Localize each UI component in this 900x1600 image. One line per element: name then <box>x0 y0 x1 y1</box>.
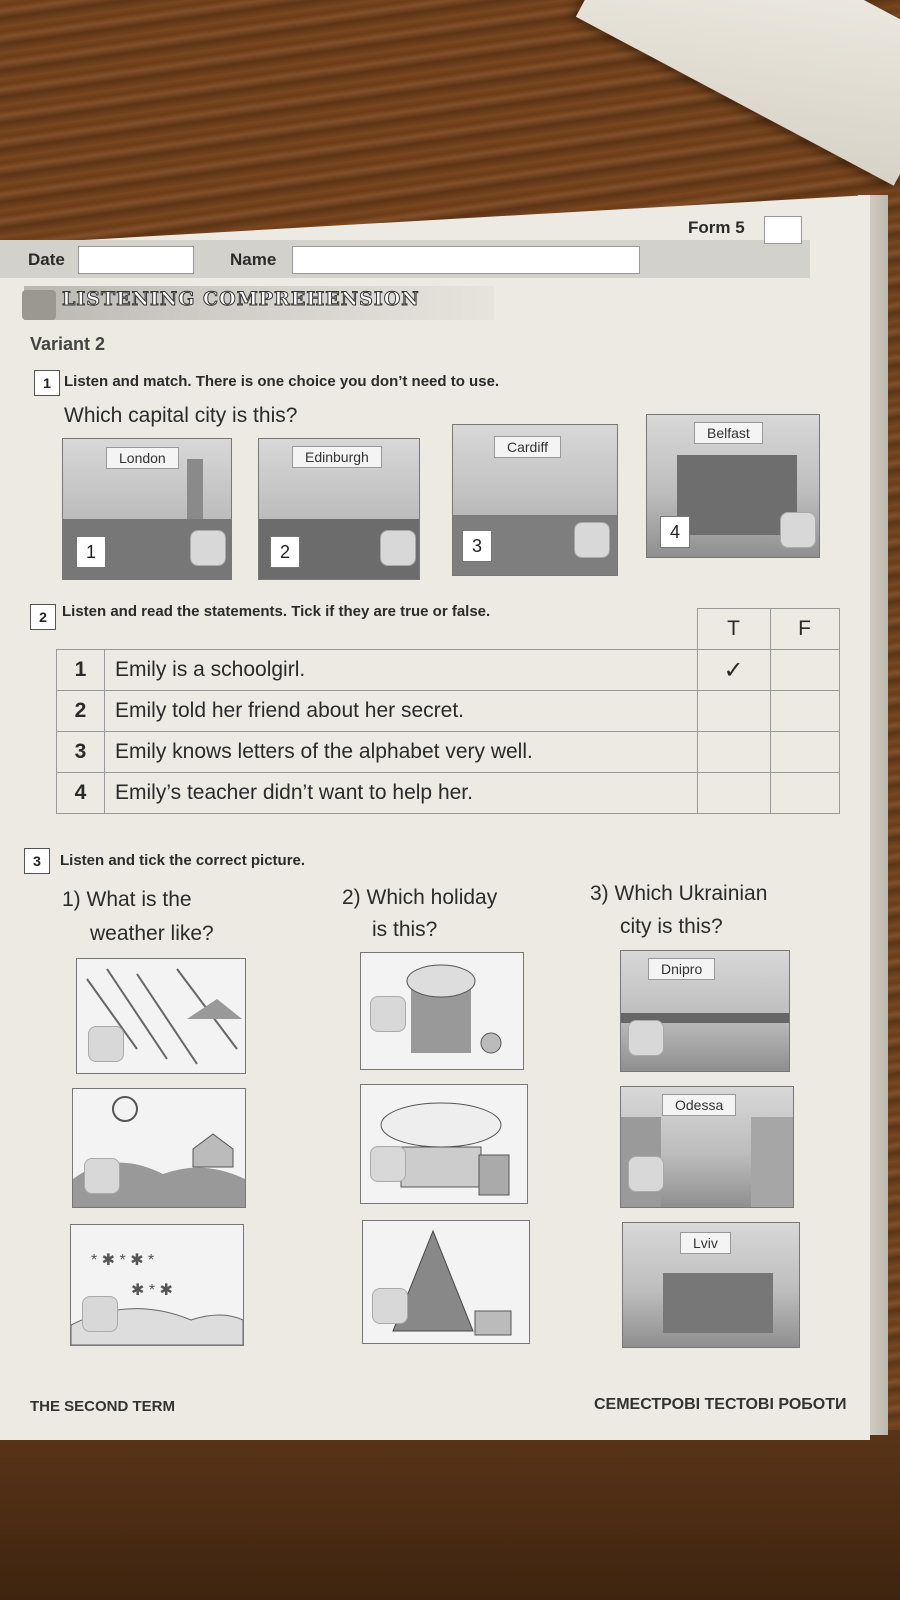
table-row <box>57 773 840 814</box>
holiday-christmas-picture <box>362 1220 530 1344</box>
tickbox-weather-1[interactable] <box>88 1026 124 1062</box>
tickbox-belfast[interactable] <box>780 512 816 548</box>
true-false-table <box>56 608 840 814</box>
section-title: LISTENING COMPREHENSION <box>62 288 420 310</box>
svg-text:✱ * ✱: ✱ * ✱ <box>131 1282 173 1299</box>
photo-label-edinburgh: Edinburgh <box>292 446 382 468</box>
statement-text: Emily’s teacher didn’t want to help her. <box>105 773 698 814</box>
form-field[interactable] <box>764 216 802 244</box>
true-cell[interactable] <box>697 732 770 773</box>
tickbox-holiday-2[interactable] <box>370 1146 406 1182</box>
svg-text:* ✱ * ✱ *: * ✱ * ✱ * <box>91 1252 155 1269</box>
task2-instruction: Listen and read the statements. Tick if they are true or false. <box>62 603 491 620</box>
odessa-building-right <box>751 1117 793 1207</box>
tickbox-edinburgh[interactable] <box>380 530 416 566</box>
true-cell[interactable]: ✓ <box>697 650 770 691</box>
tickbox-holiday-1[interactable] <box>370 996 406 1032</box>
q3-line2: city is this? <box>620 915 723 938</box>
true-cell[interactable] <box>697 773 770 814</box>
task1-instruction: Listen and match. There is one choice you don’t need to use. <box>64 373 500 390</box>
tickbox-odessa[interactable] <box>628 1156 664 1192</box>
footer-right: СЕМЕСТРОВІ ТЕСТОВІ РОБОТИ <box>594 1396 847 1413</box>
tickbox-holiday-3[interactable] <box>372 1288 408 1324</box>
tickbox-weather-2[interactable] <box>84 1158 120 1194</box>
q2-line1: 2) Which holiday <box>342 886 498 909</box>
name-field[interactable] <box>292 246 640 274</box>
row-number: 2 <box>57 691 105 732</box>
statement-text: Emily is a schoolgirl. <box>105 650 698 691</box>
q1-line1: 1) What is the <box>62 888 192 911</box>
holiday-birthday-picture <box>360 1084 528 1204</box>
city-label-odessa: Odessa <box>662 1094 736 1116</box>
photo-number-1: 1 <box>76 536 106 568</box>
form-label: Form 5 <box>688 218 745 237</box>
table-row <box>57 732 840 773</box>
city-label-dnipro: Dnipro <box>648 958 715 980</box>
photo-label-belfast: Belfast <box>694 422 763 444</box>
q1-line2: weather like? <box>90 922 214 945</box>
table-row <box>57 650 840 691</box>
belfast-city-hall <box>677 455 797 535</box>
photo-number-3: 3 <box>462 530 492 562</box>
column-true: T <box>697 609 770 650</box>
birthday-cake-icon <box>361 1085 527 1203</box>
task3-instruction: Listen and tick the correct picture. <box>60 852 306 869</box>
false-cell[interactable] <box>770 650 839 691</box>
footer-left: THE SECOND TERM <box>30 1398 176 1415</box>
photo-label-london: London <box>106 447 179 469</box>
name-label: Name <box>230 250 277 269</box>
row-number: 1 <box>57 650 105 691</box>
q2-line2: is this? <box>372 918 438 941</box>
statement-text: Emily knows letters of the alphabet very well. <box>105 732 698 773</box>
statement-text: Emily told her friend about her secret. <box>105 691 698 732</box>
column-false: F <box>770 609 839 650</box>
table-header-row <box>57 609 840 650</box>
tickbox-dnipro[interactable] <box>628 1020 664 1056</box>
city-label-lviv: Lviv <box>680 1232 731 1254</box>
table-shadow <box>0 1430 900 1600</box>
tickbox-cardiff[interactable] <box>574 522 610 558</box>
table-row <box>57 691 840 732</box>
date-label: Date <box>28 250 65 269</box>
row-number: 4 <box>57 773 105 814</box>
lviv-opera-house <box>663 1273 773 1333</box>
photo-number-4: 4 <box>660 516 690 548</box>
variant-label: Variant 2 <box>30 334 106 354</box>
photo-number-2: 2 <box>270 536 300 568</box>
task2-number: 2 <box>30 604 56 630</box>
false-cell[interactable] <box>770 773 839 814</box>
photo-label-cardiff: Cardiff <box>494 436 561 458</box>
true-cell[interactable] <box>697 691 770 732</box>
false-cell[interactable] <box>770 732 839 773</box>
tickbox-weather-3[interactable] <box>82 1296 118 1332</box>
task3-number: 3 <box>24 848 50 874</box>
task1-number: 1 <box>34 370 60 396</box>
row-number: 3 <box>57 732 105 773</box>
tickbox-london[interactable] <box>190 530 226 566</box>
q3-line1: 3) Which Ukrainian <box>590 882 768 905</box>
headphones-icon <box>22 290 56 320</box>
date-field[interactable] <box>78 246 194 274</box>
christmas-tree-icon <box>363 1221 529 1343</box>
task1-question: Which capital city is this? <box>64 404 298 427</box>
false-cell[interactable] <box>770 691 839 732</box>
